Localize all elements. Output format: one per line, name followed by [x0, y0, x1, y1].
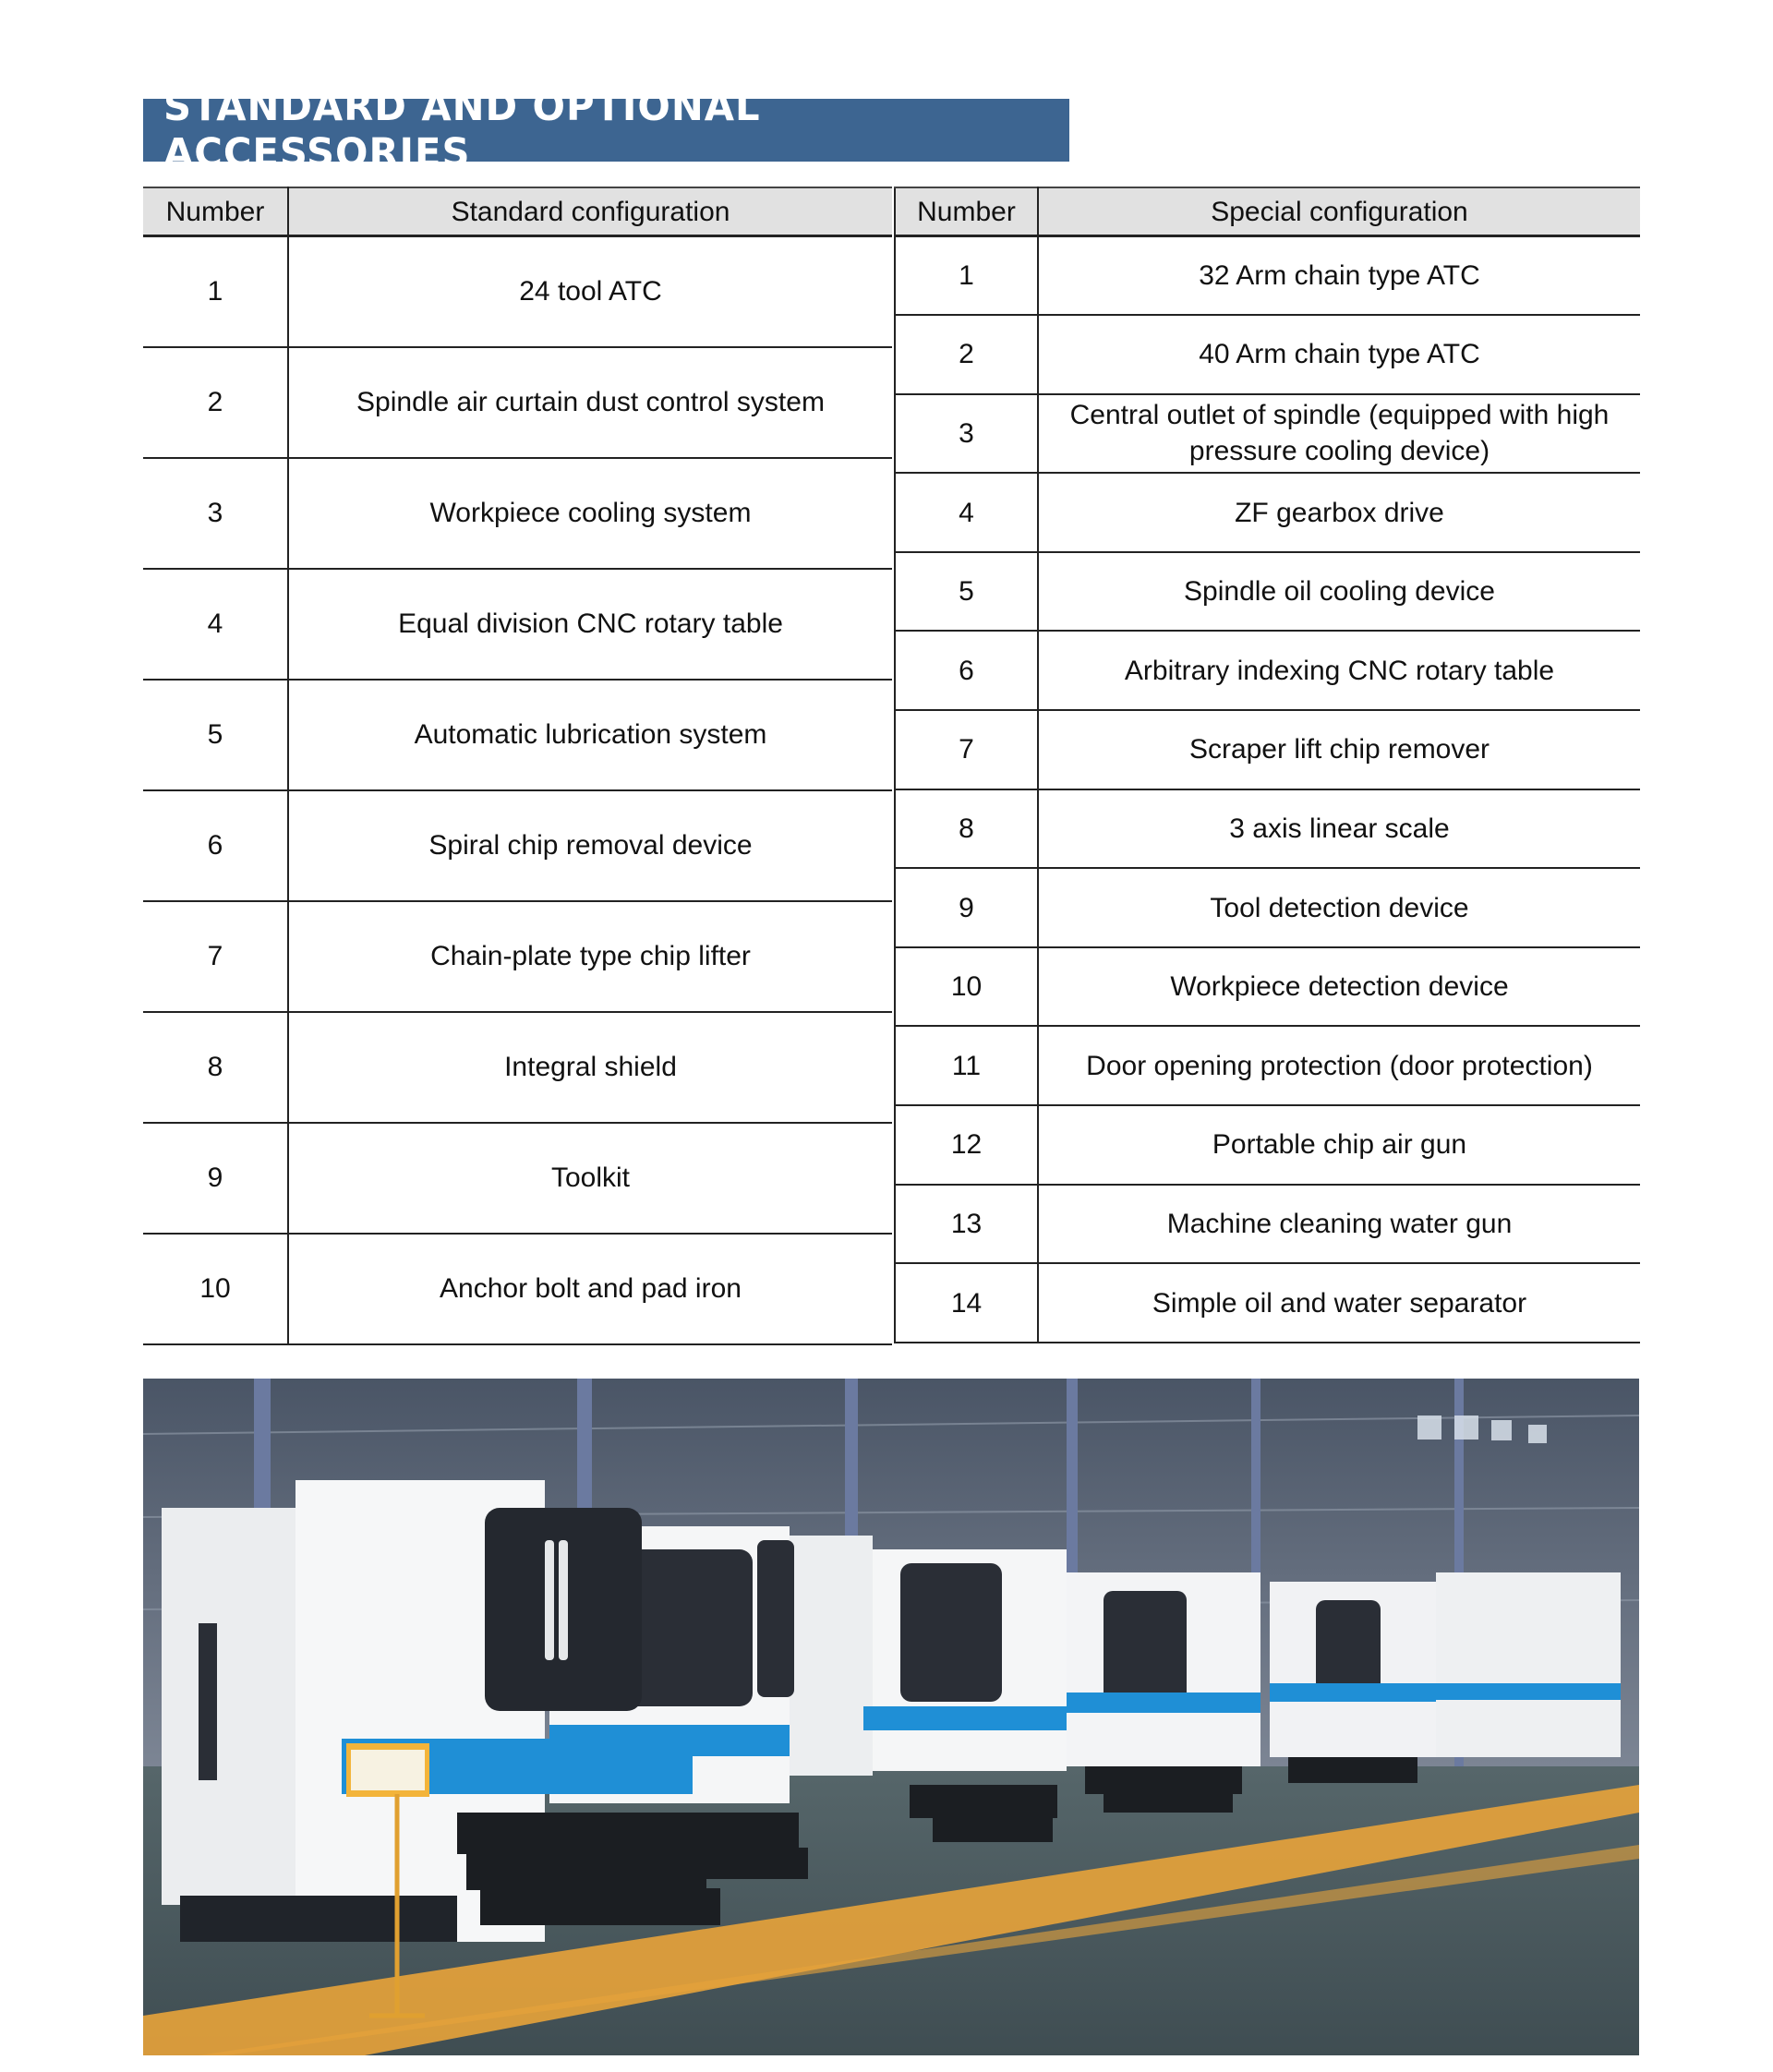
- table-header-row: [895, 187, 1640, 236]
- table-row: [895, 710, 1640, 789]
- table-row: [895, 1026, 1640, 1105]
- row-number: 11: [895, 1026, 1038, 1105]
- row-item: Portable chip air gun: [1038, 1105, 1640, 1185]
- column-header-number: Number: [895, 187, 1038, 236]
- table-row: [895, 631, 1640, 710]
- row-item: Integral shield: [288, 1012, 892, 1123]
- table-row: [143, 790, 892, 901]
- table-row: [895, 473, 1640, 552]
- row-item: Toolkit: [288, 1123, 892, 1234]
- row-item: Workpiece cooling system: [288, 458, 892, 569]
- table-row: [895, 1263, 1640, 1343]
- row-number: 1: [895, 236, 1038, 316]
- table-row: [143, 901, 892, 1012]
- table-row: [895, 947, 1640, 1027]
- table-row: [895, 1185, 1640, 1264]
- row-item: 3 axis linear scale: [1038, 789, 1640, 869]
- table-row: [143, 458, 892, 569]
- row-item: Spindle air curtain dust control system: [288, 347, 892, 458]
- row-number: 5: [143, 680, 288, 790]
- row-item: Central outlet of spindle (equipped with high pressure cooling device): [1038, 394, 1640, 474]
- row-item: 32 Arm chain type ATC: [1038, 236, 1640, 316]
- row-number: 6: [143, 790, 288, 901]
- row-item: Chain-plate type chip lifter: [288, 901, 892, 1012]
- row-number: 7: [143, 901, 288, 1012]
- row-item: Scraper lift chip remover: [1038, 710, 1640, 789]
- row-number: 9: [895, 868, 1038, 947]
- table-header-row: [143, 187, 892, 236]
- row-item: Simple oil and water separator: [1038, 1263, 1640, 1343]
- row-number: 8: [143, 1012, 288, 1123]
- row-number: 3: [895, 394, 1038, 474]
- row-number: 1: [143, 236, 288, 347]
- table-row: [143, 569, 892, 680]
- row-item: 24 tool ATC: [288, 236, 892, 347]
- column-header-standard-configuration: Standard configuration: [288, 187, 892, 236]
- section-title-banner: [143, 84, 1069, 176]
- standard-configuration-table: [143, 187, 892, 1345]
- table-row: [143, 680, 892, 790]
- row-number: 10: [895, 947, 1038, 1027]
- row-number: 12: [895, 1105, 1038, 1185]
- row-item: Spiral chip removal device: [288, 790, 892, 901]
- table-row: [143, 1012, 892, 1123]
- row-item: Arbitrary indexing CNC rotary table: [1038, 631, 1640, 710]
- table-row: [895, 552, 1640, 632]
- column-header-special-configuration: Special configuration: [1038, 187, 1640, 236]
- row-item: Equal division CNC rotary table: [288, 569, 892, 680]
- row-item: Workpiece detection device: [1038, 947, 1640, 1027]
- row-number: 4: [895, 473, 1038, 552]
- row-number: 2: [895, 315, 1038, 394]
- row-number: 9: [143, 1123, 288, 1234]
- row-item: ZF gearbox drive: [1038, 473, 1640, 552]
- factory-machines-photo: [143, 1379, 1639, 2055]
- table-row: [895, 315, 1640, 394]
- table-row: [895, 1105, 1640, 1185]
- table-row: [143, 347, 892, 458]
- table-row: [895, 394, 1640, 474]
- table-row: [895, 789, 1640, 869]
- row-item: Door opening protection (door protection): [1038, 1026, 1640, 1105]
- section-title: STANDARD AND OPTIONAL ACCESSORIES: [163, 84, 761, 176]
- row-number: 7: [895, 710, 1038, 789]
- table-row: [895, 868, 1640, 947]
- row-item: 40 Arm chain type ATC: [1038, 315, 1640, 394]
- row-number: 8: [895, 789, 1038, 869]
- row-number: 14: [895, 1263, 1038, 1343]
- row-number: 3: [143, 458, 288, 569]
- special-configuration-table: [894, 187, 1640, 1343]
- row-number: 10: [143, 1234, 288, 1344]
- row-number: 2: [143, 347, 288, 458]
- row-item: Anchor bolt and pad iron: [288, 1234, 892, 1344]
- table-row: [143, 1234, 892, 1344]
- table-row: [895, 236, 1640, 316]
- row-item: Tool detection device: [1038, 868, 1640, 947]
- row-number: 5: [895, 552, 1038, 632]
- row-item: Machine cleaning water gun: [1038, 1185, 1640, 1264]
- row-number: 13: [895, 1185, 1038, 1264]
- column-header-number: Number: [143, 187, 288, 236]
- row-number: 4: [143, 569, 288, 680]
- row-item: Spindle oil cooling device: [1038, 552, 1640, 632]
- row-item: Automatic lubrication system: [288, 680, 892, 790]
- table-row: [143, 236, 892, 347]
- row-number: 6: [895, 631, 1038, 710]
- table-row: [143, 1123, 892, 1234]
